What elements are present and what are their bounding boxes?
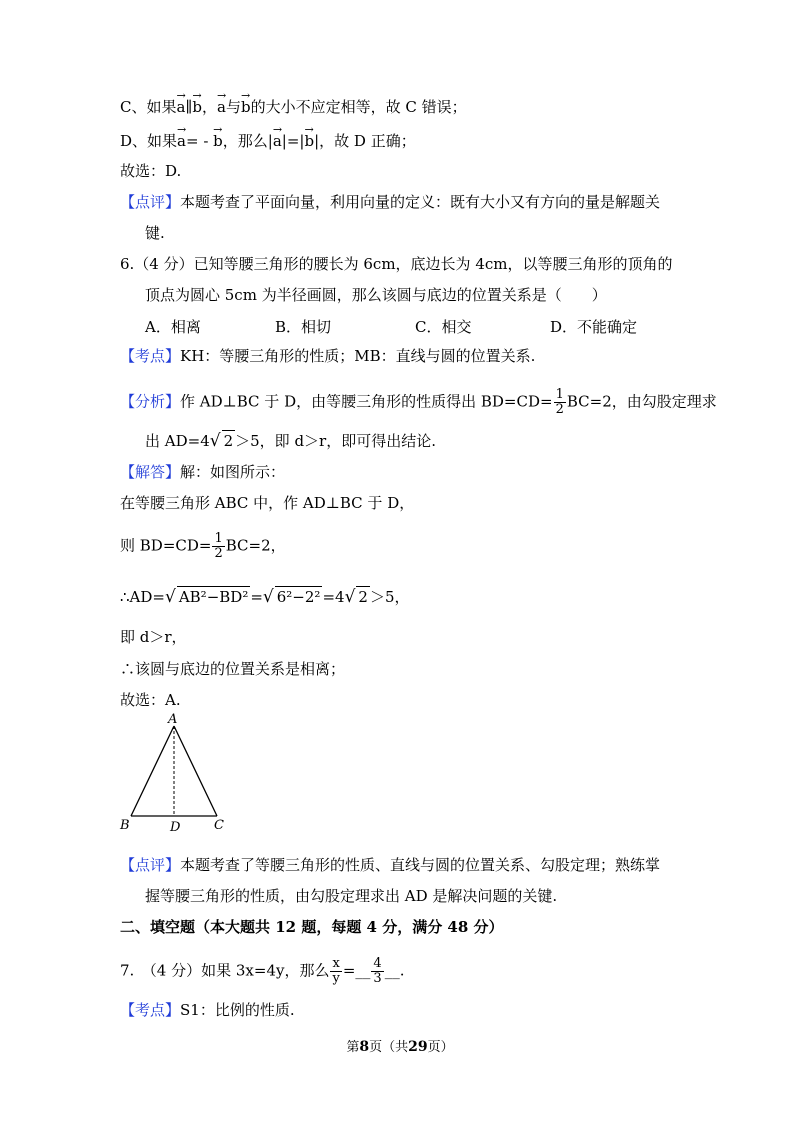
triangle-figure	[110, 712, 240, 837]
vertex-a-label: A	[168, 712, 178, 727]
question-6-stem: 6.（4 分）已知等腰三角形的腰长为 6cm，底边长为 4cm，以等腰三角形的顶角的	[120, 255, 673, 273]
section-2-heading: 二、填空题（本大题共 12 题，每题 4 分，满分 48 分）	[120, 918, 504, 936]
vertex-c-label: C	[214, 818, 224, 833]
option-d-explanation: D、如果→ a= - → b，那么|→ a|=|→ b|，故 D 正确；	[120, 131, 416, 151]
solution-line-2: 则 BD=CD= $\frac{1}{2}$ BC=2，	[120, 531, 286, 561]
review-q5-cont: 键.	[145, 224, 165, 242]
kaodian-q6: 【考点】KH：等腰三角形的性质；MB：直线与圆的位置关系.	[120, 347, 536, 365]
jieda-q6: 【解答】解：如图所示：	[120, 463, 286, 481]
question-7: 7. （4 分）如果 3x=4y，那么 $\frac{x}{y}$ =__ $\frac{4}{3}$ __.	[120, 956, 405, 986]
answer-select-d: 故选：D.	[120, 162, 182, 180]
fenxi-q6: 【分析】作 AD⊥BC 于 D，由等腰三角形的性质得出 BD=CD= $\frac{1}{2}$ BC=2，由勾股定理求	[120, 387, 717, 417]
option-d: D．不能确定	[550, 318, 638, 336]
solution-line-4: 即 d＞r，	[120, 628, 187, 646]
page-total: 29	[408, 1039, 428, 1055]
solution-line-1: 在等腰三角形 ABC 中，作 AD⊥BC 于 D，	[120, 494, 415, 512]
foot-d-label: D	[170, 820, 181, 835]
option-c: C．相交	[415, 318, 472, 336]
answer-select-a: 故选：A.	[120, 691, 181, 709]
option-a: A．相离	[145, 318, 201, 336]
review-q6-cont: 握等腰三角形的性质，由勾股定理求出 AD 是解决问题的关键.	[145, 887, 558, 905]
page-number: 8	[359, 1039, 370, 1055]
question-6-stem-cont: 顶点为圆心 5cm 为半径画圆，那么该圆与底边的位置关系是（ ）	[145, 286, 607, 304]
review-q5: 【点评】本题考查了平面向量，利用向量的定义：既有大小又有方向的量是解题关	[120, 193, 661, 211]
solution-line-5: ∴该圆与底边的位置关系是相离；	[120, 660, 346, 678]
vertex-b-label: B	[120, 818, 130, 833]
option-b: B．相切	[275, 318, 332, 336]
kaodian-q7: 【考点】S1：比例的性质.	[120, 1001, 295, 1019]
solution-line-3: ∴AD=√ AB²−BD² =√ 6²−2² =4√ 2 ＞5，	[120, 587, 410, 607]
review-tag: 【点评】	[120, 193, 181, 211]
option-c-explanation: C、如果→ a∥→ b，→ a与→ b的大小不应定相等，故 C 错误；	[120, 97, 467, 117]
page-footer: 第8页（共29页）	[346, 1039, 454, 1055]
fenxi-q6-cont: 出 AD=4√ 2 ＞5，即 d＞r，即可得出结论.	[145, 431, 436, 451]
review-q6: 【点评】本题考查了等腰三角形的性质、直线与圆的位置关系、勾股定理；熟练掌	[120, 856, 661, 874]
